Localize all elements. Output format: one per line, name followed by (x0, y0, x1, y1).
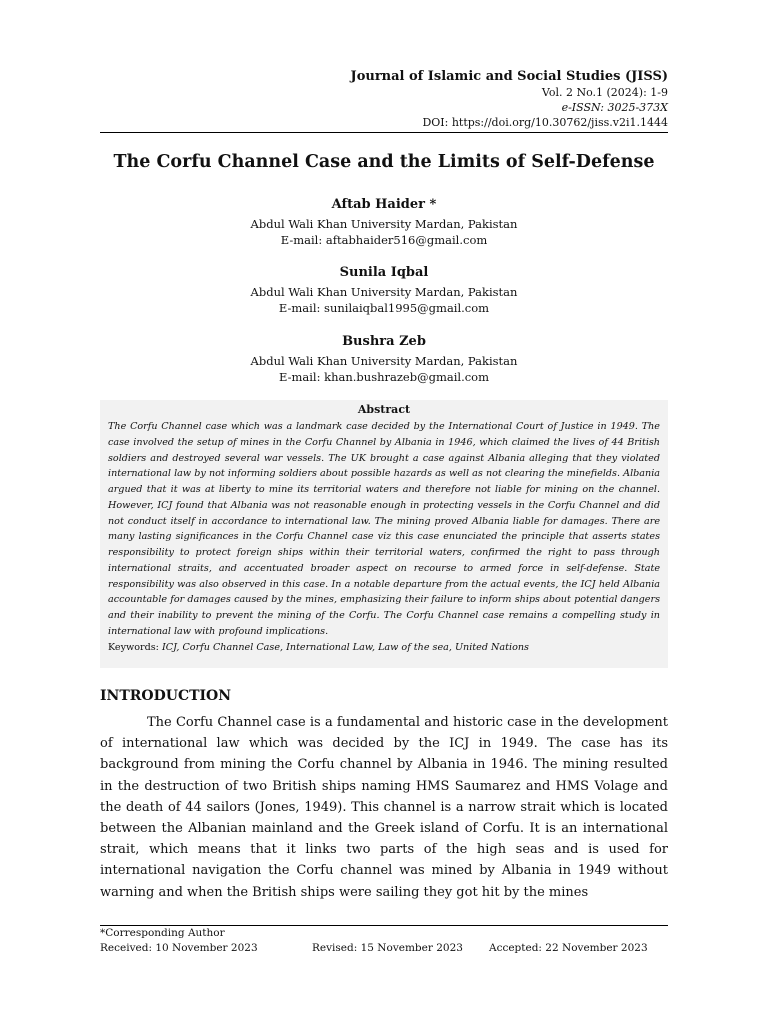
submission-dates (100, 941, 668, 956)
author-email[interactable]: E-mail: aftabhaider516@gmail.com (280, 233, 488, 247)
paper-title: The Corfu Channel Case and the Limits of Self-Defense (113, 152, 655, 172)
author-block (100, 264, 668, 316)
keywords-label: Keywords: (108, 641, 159, 653)
author-affiliation: Abdul Wali Khan University Mardan, Pakistan (250, 217, 518, 231)
author-name: Bushra Zeb (342, 334, 426, 349)
section-heading-introduction: INTRODUCTION (100, 688, 232, 704)
author-email[interactable]: E-mail: sunilaiqbal1995@gmail.com (278, 301, 490, 315)
volume-info: Vol. 2 No.1 (2024): 1-9 (541, 86, 668, 99)
author-affiliation: Abdul Wali Khan University Mardan, Pakistan (250, 285, 518, 299)
header-divider (100, 132, 668, 133)
corresponding-author-note: *Corresponding Author (100, 927, 225, 939)
abstract-heading: Abstract (357, 403, 411, 416)
abstract-box (100, 400, 668, 668)
keywords-line (108, 640, 660, 656)
issn: e-ISSN: 3025-373X (561, 101, 668, 114)
author-name: Sunila Iqbal (339, 265, 429, 280)
author-affiliation: Abdul Wali Khan University Mardan, Pakistan (250, 354, 518, 368)
journal-header (351, 68, 668, 130)
revised-date: Revised: 15 November 2023 (312, 942, 463, 954)
received-date: Received: 10 November 2023 (100, 942, 258, 954)
introduction-paragraph: The Corfu Channel case is a fundamental and historic case in the development of international law which was decided by the ICJ in 1949. The case has its background from mining the Corfu channel by Albania in 1946. The mining resulted in the destruction of two British ships naming HMS Saumarez and HMS Volage and the death of 44 sailors (Jones, 1949). This channel is a narrow strait which is located between the Albanian mainland and the Greek island of Corfu. It is an international strait, which means that it links two parts of the high seas and is used for international navigation the Corfu channel was mined by Albania in 1949 without warning and when the British ships were sailing they got hit by the mines (100, 715, 668, 900)
abstract-text: The Corfu Channel case which was a landmark case decided by the International Court of Justice in 1949. The case involved the setup of mines in the Corfu Channel by Albania in 1946, which claimed the lives of 44 British soldiers and destroyed several war vessels. The UK brought a case against Albania alleging that they violated international law by not informing soldiers about possible hazards as well as not clearing the minefields. Albania argued that it was at liberty to mine its territorial waters and therefore not liable for mining on the channel. However, ICJ found that Albania was not reasonable enough in protecting vessels in the Corfu Channel and did not conduct itself in accordance to international law. The mining proved Albania liable for damages. There are many lasting significances in the Corfu Channel case viz this case enunciated the principle that asserts states responsibility to protect foreign ships within their territorial waters, confirmed the right to pass through international straits, and accentuated broader aspect on recourse to armed force in self-defense. State responsibility was also observed in this case. In a notable departure from the actual events, the ICJ held Albania accountable for damages caused by the mines, emphasizing their failure to inform ships about potential dangers and their inability to prevent the mining of the Corfu. The Corfu Channel case remains a compelling study in international law with profound implications. (108, 421, 660, 637)
journal-title: Journal of Islamic and Social Studies (JISS) (350, 69, 668, 84)
keywords-text: ICJ, Corfu Channel Case, International Law, Law of the sea, United Nations (161, 641, 529, 653)
author-block (100, 333, 668, 385)
accepted-date: Accepted: 22 November 2023 (489, 942, 648, 954)
author-email[interactable]: E-mail: khan.bushrazeb@gmail.com (279, 370, 489, 384)
author-block (100, 196, 668, 248)
doi-link[interactable]: DOI: https://doi.org/10.30762/jiss.v2i1.1444 (422, 116, 668, 129)
author-name: Aftab Haider * (331, 197, 437, 212)
